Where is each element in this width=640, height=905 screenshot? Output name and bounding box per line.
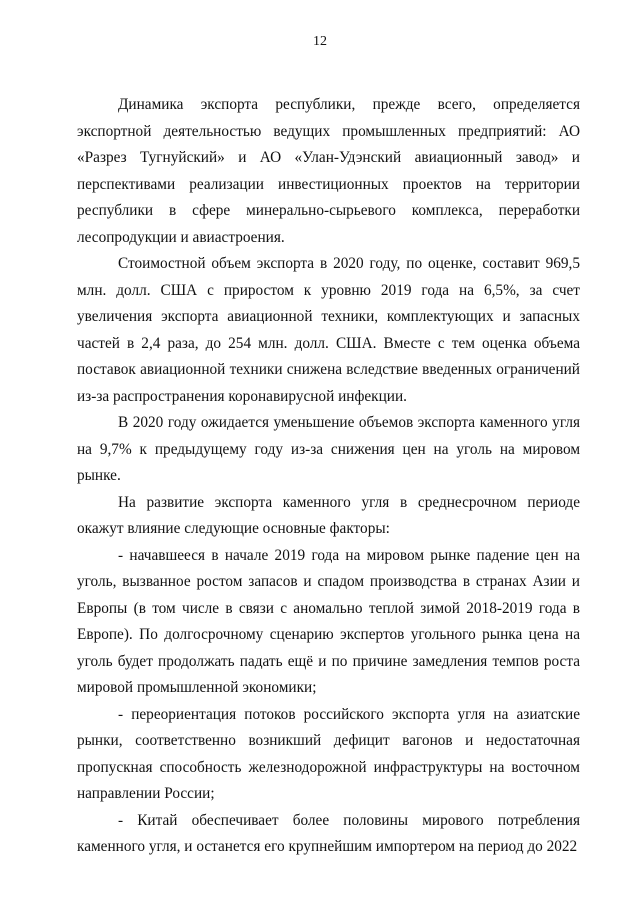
list-item-price-fall: - начавшееся в начале 2019 года на мировом рынке падение цен на уголь, вызванное ростом запасов и спадом производства в странах Азии и Европы (в том числе в связи с аномально теплой зимой 2018-2019 года в Европе). По долгосрочному сценарию экспертов угольного рынка цена на уголь будет продолжать падать ещё и по причине замедления темпов роста мировой промышленной экономики; <box>77 546 580 696</box>
document-body <box>77 92 580 861</box>
page-number: 12 <box>313 34 327 49</box>
list-item-reorientation: - переориентация потоков российского экспорта угля на азиатские рынки, соответственно возникший дефицит вагонов и недостаточная пропускная способность железнодорожной инфраструктуры на восточном направлении России; <box>77 705 580 802</box>
paragraph-export-volume: Стоимостной объем экспорта в 2020 году, по оценке, составит 969,5 млн. долл. США с приростом к уровню 2019 года на 6,5%, за счет увеличения экспорта авиационной техники, комплектующих и запасных частей в 2,4 раза, до 254 млн. долл. США. Вместе с тем оценка объема поставок авиационной техники снижена вследствие введенных ограничений из-за распространения коронавирусной инфекции. <box>77 255 580 405</box>
list-item-china: - Китай обеспечивает более половины мирового потребления каменного угля, и останется его крупнейшим импортером на период до 2022 <box>77 811 580 855</box>
paragraph-export-dynamics: Динамика экспорта республики, прежде всего, определяется экспортной деятельностью ведущих промышленных предприятий: АО «Разрез Тугнуйский» и АО «Улан-Удэнский авиационный завод» и перспективами реализации инвестиционных проектов на территории республики в сфере минерально-сырьевого комплекса, переработки лесопродукции и авиастроения. <box>77 96 580 246</box>
paragraph-coal-decrease: В 2020 году ожидается уменьшение объемов экспорта каменного угля на 9,7% к предыдущему году из-за снижения цен на уголь на мировом рынке. <box>77 414 580 484</box>
paragraph-factors-intro: На развитие экспорта каменного угля в среднесрочном периоде окажут влияние следующие основные факторы: <box>77 493 580 537</box>
